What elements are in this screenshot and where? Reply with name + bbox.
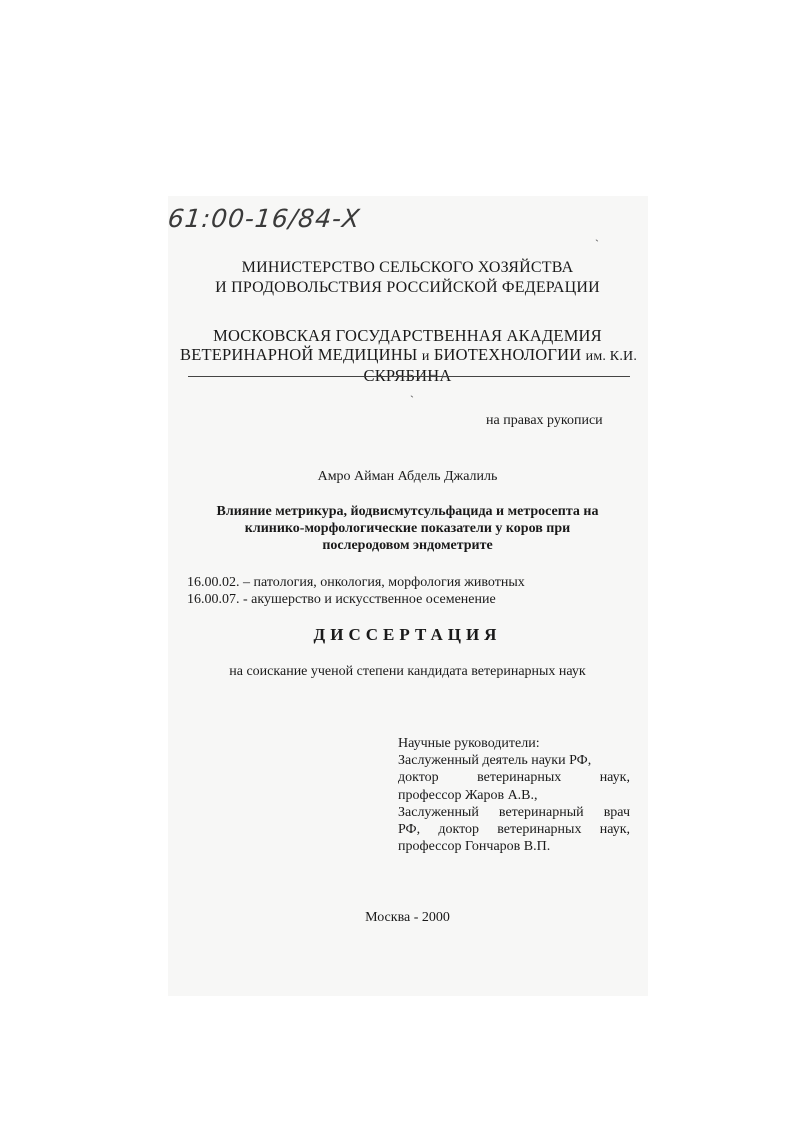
- ministry-heading: [180, 258, 635, 298]
- advisors-line-2: доктор ветеринарных наук,: [398, 770, 630, 786]
- header-divider: [188, 376, 630, 377]
- manuscript-note: на правах рукописи: [486, 413, 603, 428]
- academy-line-2: [180, 345, 638, 366]
- academy-line-2-part-3: БИОТЕХНОЛОГИИ: [433, 345, 582, 364]
- academy-line-2-part-1: ВЕТЕРИНАРНОЙ МЕДИЦИНЫ: [180, 345, 418, 364]
- title-line-1: Влияние метрикура, йодвисмутсульфацида и метросепта на: [216, 504, 599, 519]
- ministry-line-1: МИНИСТЕРСТВО СЕЛЬСКОГО ХОЗЯЙСТВА: [241, 259, 574, 276]
- advisors-heading: Научные руководители:: [398, 736, 540, 751]
- advisors-line-4: Заслуженный ветеринарный врач: [398, 804, 630, 820]
- academy-line-2-part-2: и: [421, 349, 430, 364]
- advisors-line-1: Заслуженный деятель науки РФ,: [398, 753, 592, 769]
- scan-mark-top: ˎ: [595, 228, 599, 242]
- dissertation-title: [180, 503, 635, 554]
- scan-mark-under-rule: ˎ: [410, 384, 414, 398]
- specialty-1: 16.00.02. – патология, онкология, морфология животных: [187, 575, 525, 590]
- academy-line-3: СКРЯБИНА: [363, 366, 452, 385]
- place-and-year: Москва - 2000: [365, 910, 450, 925]
- title-line-3: послеродовом эндометрите: [322, 538, 493, 553]
- document-type-heading: ДИССЕРТАЦИЯ: [313, 625, 502, 644]
- ministry-line-2: И ПРОДОВОЛЬСТВИЯ РОССИЙСКОЙ ФЕДЕРАЦИИ: [215, 279, 600, 296]
- advisors-line-3: профессор Жаров А.В.,: [398, 787, 538, 803]
- advisors-line-5: РФ, доктор ветеринарных наук,: [398, 822, 630, 838]
- specialty-2: 16.00.07. - акушерство и искусственное осеменение: [187, 592, 496, 607]
- author-name: Амро Айман Абдель Джалиль: [317, 469, 498, 484]
- degree-line: на соискание ученой степени кандидата ветеринарных наук: [229, 664, 586, 679]
- advisors-line-6: профессор Гончаров В.П.: [398, 839, 551, 855]
- academy-line-2-part-4: им. К.И.: [585, 349, 638, 364]
- title-line-2: клинико-морфологические показатели у коров при: [244, 521, 571, 536]
- specialty-codes: [187, 574, 525, 608]
- scientific-advisors: [398, 735, 630, 855]
- academy-line-1: МОСКОВСКАЯ ГОСУДАРСТВЕННАЯ АКАДЕМИЯ: [213, 326, 602, 345]
- archive-number-handwritten: 61:00-16/84-Х: [166, 204, 362, 233]
